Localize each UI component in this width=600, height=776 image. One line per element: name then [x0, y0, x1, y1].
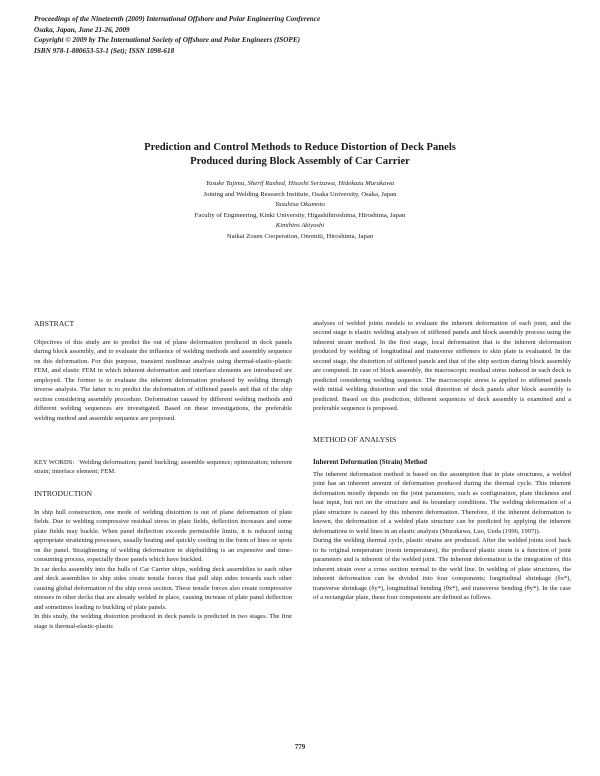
- proceedings-header: [34, 14, 320, 56]
- keywords-text: Welding deformation; panel buckling; assemble sequence; optimization; inherent strain; interface element; FEM.: [34, 459, 292, 476]
- introduction-body: [34, 508, 292, 631]
- paper-title: [60, 141, 540, 168]
- paragraph: During the welding thermal cycle, plastic strains are produced. After the welded joints cool back to its original temperature (room temperature), the produced plastic strain is a function of joint parameters and is inherent of the welded joint. The inherent deformation is the integration of this inherent strain over a cross section normal to the weld line. In welding of plate structures, the inherent deformation can be divided into four components; longitudinal shrinkage (δx*), transverse shrinkage (δy*), longitudinal bending (θx*), and transverse bending (θy*). In the case of a rectangular plate, these four components are defined as follows.: [313, 537, 571, 602]
- keywords-label: KEY WORDS:: [34, 459, 75, 466]
- abstract-body: [34, 338, 292, 423]
- method-subheading: Inherent Deformation (Strain) Method: [313, 459, 428, 466]
- keywords: [34, 458, 292, 477]
- paragraph: In this study, the welding distortion produced in deck panels is predicted in two stages. The first stage is thermal-elastic-plastic: [34, 613, 292, 630]
- abstract-heading: ABSTRACT: [34, 319, 75, 328]
- header-line: Proceedings of the Nineteenth (2009) International Offshore and Polar Engineering Conference: [34, 15, 321, 23]
- page-number: 779: [294, 744, 306, 751]
- method-body: [313, 470, 571, 603]
- author-block: [60, 179, 540, 242]
- author-names-2: Yasuhisa Okumoto: [275, 201, 325, 208]
- paragraph: The inherent deformation method is based on the assumption that in plate structures, a welded joint has an inherent amount of deformation produced during the thermal cycle. This inherent deformation mostly depends on the joint parameters, such as configuration, plate thickness and heat input, but not on the structure and its boundary conditions. The welding deformation of a plate structure is caused by this inherent deformation. Therefore, if the inherent deformation is known, the deformation of a welded plate structure can be predicted by applying the inherent deformations to weld lines in an elastic analysis (Murakawa, Luo, Ueda (1996, 1997)).: [313, 471, 571, 535]
- paragraph: In ship hull construction, one mode of welding distortion is out of plane deformation of plate fields. Due to welding compressive residual stress in plate fields, deflection increases and some plate fields may buckle. When panel deflection exceeds permissible limits, it is reduced using appropriate straitening processes, usually heating and quickly cooling in the form of lines or spots on the panel. Straightening of welding deformation in shipbuilding is an expensive and time-consuming process, especially those panels which have buckled.: [34, 509, 292, 564]
- title-line-1: Prediction and Control Methods to Reduce Distortion of Deck Panels: [144, 142, 456, 153]
- title-line-2: Produced during Block Assembly of Car Carrier: [190, 155, 410, 167]
- paragraph: analyses of welded joints models to evaluate the inherent deformation of each joint, and the second stage is elastic welding analyses of stiffened panels and block assembly process using the inherent strain method. In the first stage, local deformation that is the inherent deformation produced by welding of longitudinal and transverse stiffeners to skin plate is evaluated. In the second stage, the distortion of stiffened panels and that of the ship section during block assembly are computed. In case of block assembly, the macroscopic residual stress induced in each deck is predicted considering welding sequence. The macroscopic stress is applied to stiffened panels with initial welding distortion and the total distortion of deck panels after block assembly is predicted. Based on this prediction, different sequences of deck assembly is examined and a preferable sequence is proposed.: [313, 320, 571, 413]
- header-line: ISBN 978-1-880653-53-1 (Set); ISSN 1098-618: [34, 46, 175, 55]
- affiliation-1: Joining and Welding Research Institute, Osaka University, Osaka, Japan: [203, 190, 397, 198]
- affiliation-3: Naikai Zosen Cooperation, Onomiti, Hiroshima, Japan: [226, 232, 374, 240]
- affiliation-2: Faculty of Engineering, Kinki University, Higashihiroshima, Hiroshima, Japan: [194, 211, 406, 219]
- method-heading: METHOD OF ANALYSIS: [313, 435, 397, 444]
- introduction-heading: INTRODUCTION: [34, 489, 93, 498]
- abstract-text: Objectives of this study are to predict the out of plane deformation produced in deck panels during block assembly, and to evaluate the influence of welding methods and assembly sequence on this deformation. For this purpose, transient nonlinear analysis using thermal-elastic-plastic FEM, and elastic FEM in which inherent deformation and interface elements are introduced are employed. The former is to evaluate the inherent deformation produced by welding through inverse analysis. The latter is to predict the deformation of stiffened panels and that of the ship section considering assembly procedure. Deformation caused by different welding methods and different welding sequences are investigated. Based on these investigations, the preferable welding method and assemble sequence are proposed.: [34, 339, 292, 422]
- header-line: Copyright © 2009 by The International Society of Offshore and Polar Engineers (ISOPE): [34, 36, 301, 45]
- author-names-3: Kimihiro Akiyoshi: [275, 222, 325, 229]
- header-line: Osaka, Japan, June 21-26, 2009: [34, 25, 130, 34]
- paragraph: In car decks assembly into the hulls of Car Carrier ships, welding deck assemblies to each other and deck assemblies to ship sides create tensile forces that pull ship sides towards each other causing global deformation of the ship cross section. These tensile forces also create compressive stresses in other decks that are already welded in place, causing increase of plate panel deflection and sometimes leading to buckling of plate panels.: [34, 565, 292, 611]
- right-column-body: [313, 319, 571, 414]
- author-names-1: Yusuke Tajima, Sherif Rashed, Hisashi Serizawa, Hidekazu Murakawa: [205, 180, 395, 187]
